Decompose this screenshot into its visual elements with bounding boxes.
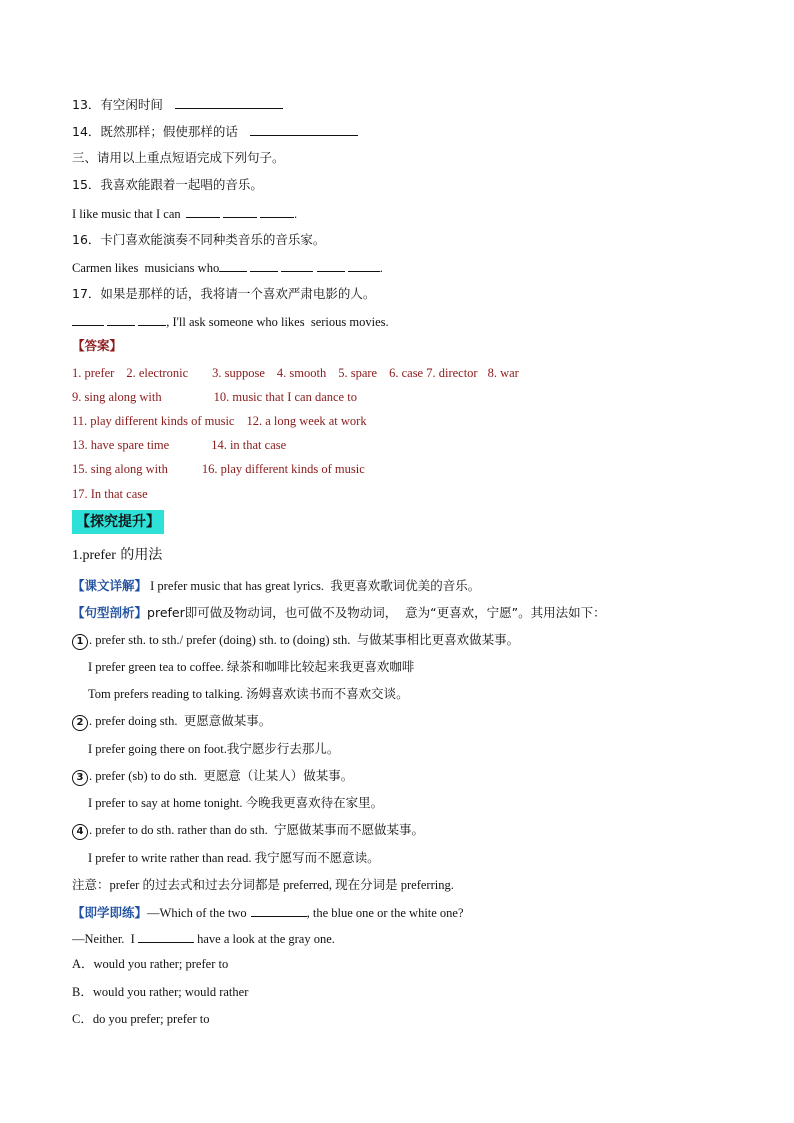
usage-note: 注意：prefer 的过去式和过去分词都是 preferred, 现在分词是 preferring. <box>72 878 454 892</box>
circled-number-1: 1 <box>72 634 88 650</box>
answers-row-5: 15. sing along with 16. play different kinds of music <box>72 462 365 476</box>
answer-blank[interactable] <box>175 96 283 109</box>
answer-blank[interactable] <box>348 259 380 272</box>
option-b[interactable]: B．would you rather; would rather <box>72 985 249 999</box>
usage-3-example-1: I prefer to say at home tonight. 今晚我更喜欢待在家里。 <box>88 796 384 810</box>
circled-number-3: 3 <box>72 770 88 786</box>
answer-blank[interactable] <box>72 313 104 326</box>
usage-1-example-1: I prefer green tea to coffee. 绿茶和咖啡比较起来我更喜欢咖啡 <box>88 660 415 674</box>
practice-label: 【即学即练】 <box>72 905 148 920</box>
question-16-english: Carmen likes musicians who . <box>72 261 383 275</box>
usage-1-pattern: 1 . prefer sth. to sth./ prefer (doing) sth. to (doing) sth. 与做某事相比更喜欢做某事。 <box>72 632 519 650</box>
section3-heading: 三、请用以上重点短语完成下列句子。 <box>72 150 285 165</box>
usage-title: 1.prefer 的用法 <box>72 547 163 563</box>
answer-blank[interactable] <box>186 205 220 218</box>
detail-label: 【课文详解】 <box>72 578 148 593</box>
answer-blank[interactable] <box>138 930 194 943</box>
answer-blank[interactable] <box>138 313 166 326</box>
answers-row-4: 13. have spare time 14. in that case <box>72 438 287 452</box>
answer-blank[interactable] <box>281 259 313 272</box>
answer-blank[interactable] <box>251 904 307 917</box>
answer-blank[interactable] <box>260 205 294 218</box>
item-number: 14． <box>72 124 101 139</box>
phrase-item-14 <box>72 123 358 140</box>
text-detail: 【课文详解】 I prefer music that has great lyrics. 我更喜欢歌词优美的音乐。 <box>72 578 481 593</box>
practice-question-line-2: —Neither. I have a look at the gray one. <box>72 932 335 946</box>
answers-row-2: 9. sing along with 10. music that I can dance to <box>72 390 357 404</box>
question-15-english: I like music that I can . <box>72 207 298 221</box>
answer-blank[interactable] <box>250 123 358 136</box>
item-text: 既然那样；假使那样的话 <box>100 124 238 139</box>
answer-blank[interactable] <box>250 259 278 272</box>
circled-number-2: 2 <box>72 715 88 731</box>
answers-row-1: 1. prefer 2. electronic 3. suppose 4. smooth 5. spare 6. case 7. director 8. war <box>72 366 519 380</box>
usage-1-example-2: Tom prefers reading to talking. 汤姆喜欢读书而不喜欢交谈。 <box>88 687 409 701</box>
answers-row-3: 11. play different kinds of music 12. a long week at work <box>72 414 367 428</box>
phrase-item-13 <box>72 96 283 113</box>
question-17-english: , I'll ask someone who likes serious movies. <box>72 313 389 330</box>
question-15-chinese: 15．我喜欢能跟着一起唱的音乐。 <box>72 177 263 192</box>
answer-blank[interactable] <box>317 259 345 272</box>
pattern-analysis: 【句型剖析】prefer即可做及物动词，也可做不及物动词， 意为“更喜欢，宁愿”。其用法如下： <box>72 605 606 620</box>
option-a[interactable]: A．would you rather; prefer to <box>72 957 229 971</box>
answer-blank[interactable] <box>107 313 135 326</box>
explore-banner: 【探究提升】 <box>72 510 164 534</box>
circled-number-4: 4 <box>72 824 88 840</box>
item-text: 有空闲时间 <box>100 97 163 112</box>
item-number: 13． <box>72 97 101 112</box>
question-16-chinese: 16．卡门喜欢能演奏不同种类音乐的音乐家。 <box>72 232 326 247</box>
usage-2-pattern: 2 . prefer doing sth. 更愿意做某事。 <box>72 713 271 731</box>
answer-blank[interactable] <box>223 205 257 218</box>
answers-label: 【答案】 <box>72 338 123 353</box>
option-c[interactable]: C．do you prefer; prefer to <box>72 1012 210 1026</box>
answers-row-6: 17. In that case <box>72 487 148 501</box>
usage-4-example-1: I prefer to write rather than read. 我宁愿写而不愿意读。 <box>88 851 380 865</box>
answer-blank[interactable] <box>219 259 247 272</box>
analysis-label: 【句型剖析】 <box>72 605 148 620</box>
question-17-chinese: 17．如果是那样的话，我将请一个喜欢严肃电影的人。 <box>72 286 376 301</box>
usage-4-pattern: 4 . prefer to do sth. rather than do sth. 宁愿做某事而不愿做某事。 <box>72 822 424 840</box>
practice-question-line-1: 【即学即练】—Which of the two , the blue one or the white one? <box>72 905 464 920</box>
usage-2-example-1: I prefer going there on foot.我宁愿步行去那儿。 <box>88 742 340 756</box>
usage-3-pattern: 3 . prefer (sb) to do sth. 更愿意（让某人）做某事。 <box>72 768 353 786</box>
